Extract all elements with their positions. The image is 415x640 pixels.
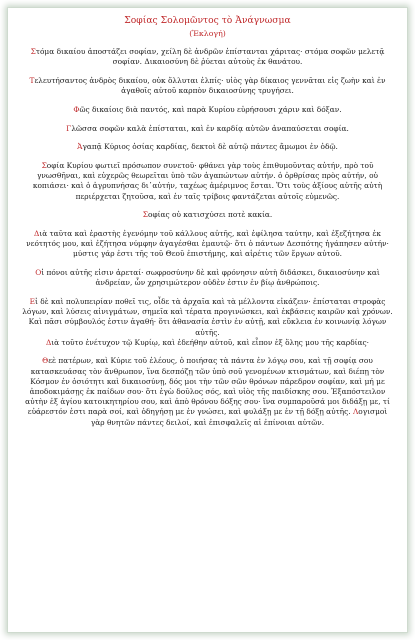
paragraph-body: τόμα δικαίου ἀποστάζει σοφίαν, χείλη δὲ ἀνδρῶν ἐπίστανται χάριτας· στόμα σοφῶν μελετᾷ σοφίαν. Δικαιοσύνη δὲ ῥύεται αὐτοὺς ἐκ θανάτου.: [35, 47, 385, 67]
paragraph: [20, 142, 395, 152]
paragraph-initial: Τ: [29, 75, 35, 85]
paragraph-body: ἰ δὲ καὶ πολυπειρίαν ποθεῖ τις, οἶδε τὰ ἀρχαῖα καὶ τὰ μέλλοντα εἰκάζειν· ἐπίσταται στροφὰς λόγων, καὶ λύσεις αἰνιγμάτων, σημεῖα καὶ τέρατα προγινώσκει, καὶ ἐκβάσεις καιρῶν καὶ χρόνων. Καὶ πᾶσι σύμβουλός ἐστιν ἀγαθή· ὅτι ἀθανασία ἐστὶν ἐν αὐτῇ, καὶ εὔκλεια ἐν κοινωνίᾳ λόγων αὐτῆς. Διὰ τοῦτο ἐνέτυχον τῷ Κυρίῳ, καὶ ἐδεήθην αὐτοῦ, καὶ εἶπον ἐξ ὅλης μου τῆς καρδίας·: [22, 296, 393, 347]
paragraph: [20, 76, 395, 96]
paragraph: [20, 268, 395, 288]
paragraph-initial: Σ: [41, 160, 47, 170]
paragraph-initial: Σ: [142, 210, 148, 220]
paragraph: [20, 47, 395, 67]
paragraph-body: οφίας οὐ κατισχύσει ποτὲ κακία.: [148, 210, 273, 220]
paragraph-list: [20, 47, 395, 428]
paragraph-body: λῶσσα σοφῶν καλὰ ἐπίσταται, καὶ ἐν καρδίᾳ αὐτῶν ἀναπαύσεται σοφία.: [71, 123, 349, 133]
paragraph: [20, 161, 395, 202]
paragraph: [20, 124, 395, 134]
paragraph-initial: Θ: [42, 356, 49, 366]
reading-subtitle: (Ἐκλογή): [189, 29, 226, 38]
paragraph-body: ῶς δικαίοις διὰ παντός, καὶ παρὰ Κυρίου εὑρήσουσι χάριν καὶ δόξαν.: [79, 104, 342, 114]
paragraph-initial: Ο: [35, 268, 42, 278]
paragraph-initial: Σ: [30, 47, 36, 56]
paragraph-initial: Ἀ: [77, 142, 83, 152]
reading-page: [8, 8, 407, 632]
paragraph: [20, 356, 395, 427]
paragraph: [20, 105, 395, 115]
paragraph: [20, 297, 395, 348]
paragraph-initial: Γ: [66, 123, 72, 133]
paragraph-body: ελευτήσαντος ἀνδρὸς δικαίου, οὐκ ὄλλυται ἐλπίς· υἱὸς γὰρ δίκαιος γεννᾶται εἰς ζωὴν καὶ ἐν ἀγαθοῖς αὐτοῦ καρπὸν δικαιοσύνης τρυγήσει.: [34, 75, 386, 96]
paragraph-body: εὲ πατέρων, καὶ Κύριε τοῦ ἐλέους, ὁ ποιήσας τὰ πάντα ἐν λόγῳ σου, καὶ τῇ σοφίᾳ σου κατασκευάσας τὸν ἄνθρωπον, ἵνα δεσπόζῃ τῶν ὑπὸ σοῦ γενομένων κτισμάτων, καὶ διέπῃ τὸν Κόσμον ἐν ὁσιότητι καὶ δικαιοσύνῃ, δός μοι τὴν τῶν σῶν θρόνων πάρεδρον σοφίαν, καὶ μή με ἀποδοκιμάσῃς ἐκ παίδων σου· ὅτι ἐγὼ δοῦλος σός, καὶ υἱὸς τῆς παιδίσκης σου. Ἐξαπόστειλον αὐτὴν ἐξ ἁγίου κατοικητηρίου σου, καὶ ἀπὸ θρόνου δόξης σου· ἵνα συμπαροῦσά μοι διδάξῃ με, τί εὐάρεστόν ἐστι παρὰ σοί, καὶ ὁδηγήσῃ με ἐν γνώσει, καὶ φυλάξῃ με ἐν τῇ δόξῃ αὐτῆς. Λογισμοὶ γὰρ θνητῶν πάντες δειλοί, καὶ ἐπισφαλεῖς αἱ ἐπίνοιαι αὐτῶν.: [25, 356, 390, 427]
paragraph-initial: Φ: [73, 104, 80, 114]
reading-title: Σοφίας Σολομῶντος τὸ Ἀνάγνωσμα: [124, 15, 291, 26]
paragraph-initial: Δ: [34, 228, 40, 238]
paragraph: [20, 229, 395, 260]
paragraph-body: οφία Κυρίου φωτιεῖ πρόσωπον συνετοῦ· φθάνει γὰρ τοὺς ἐπιθυμοῦντας αὐτήν, πρὸ τοῦ γνωσθῆναι, καὶ εὐχερῶς θεωρεῖται ὑπὸ τῶν ἀγαπώντων αὐτήν. ὁ ὀρθρίσας πρὸς αὐτήν, οὐ κοπιάσει· καὶ ὁ ἀγρυπνήσας δι᾿αὐτήν, ταχέως ἀμέριμνος ἔσται. Ὅτι τοὺς ἀξίους αὐτῆς αὐτὴ περιέρχεται ζητοῦσα, καὶ ἐν ταῖς τρίβοις φαντάζεται αὐτοῖς εὐμενῶς.: [32, 160, 383, 201]
paragraph-body: ιὰ ταῦτα καὶ ἐραστὴς ἐγενόμην τοῦ κάλλους αὐτῆς, καὶ ἐφίλησα ταύτην, καὶ ἐξεζήτησα ἐκ νεότητός μου, καὶ ἐζήτησα νύμφην ἀγαγέσθαι ἐμαυτῷ· ὅτι ὁ πάντων Δεσπότης ἠγάπησεν αὐτήν· μύστις γάρ ἐστι τῆς τοῦ Θεοῦ ἐπιστήμης, καὶ αἱρέτις τῶν ἔργων αὐτοῦ.: [26, 228, 389, 259]
paragraph-body: γαπᾷ Κύριος ὁσίας καρδίας, δεκτοὶ δὲ αὐτῷ πάντες ἄμωμοι ἐν ὁδῷ.: [82, 142, 338, 152]
paragraph: [20, 210, 395, 220]
paragraph-initial: Ε: [29, 296, 35, 306]
paragraph-body: ἱ πόνοι αὐτῆς εἰσιν ἀρεταί· σωφροσύνην δὲ καὶ φρόνησιν αὐτὴ διδάσκει, δικαιοσύνην καὶ ἀνδρείαν, ὧν χρησιμώτερον οὐδὲν ἐστιν ἐν βίῳ ἀνθρώποις.: [41, 268, 380, 288]
reading-text: [8, 8, 407, 428]
